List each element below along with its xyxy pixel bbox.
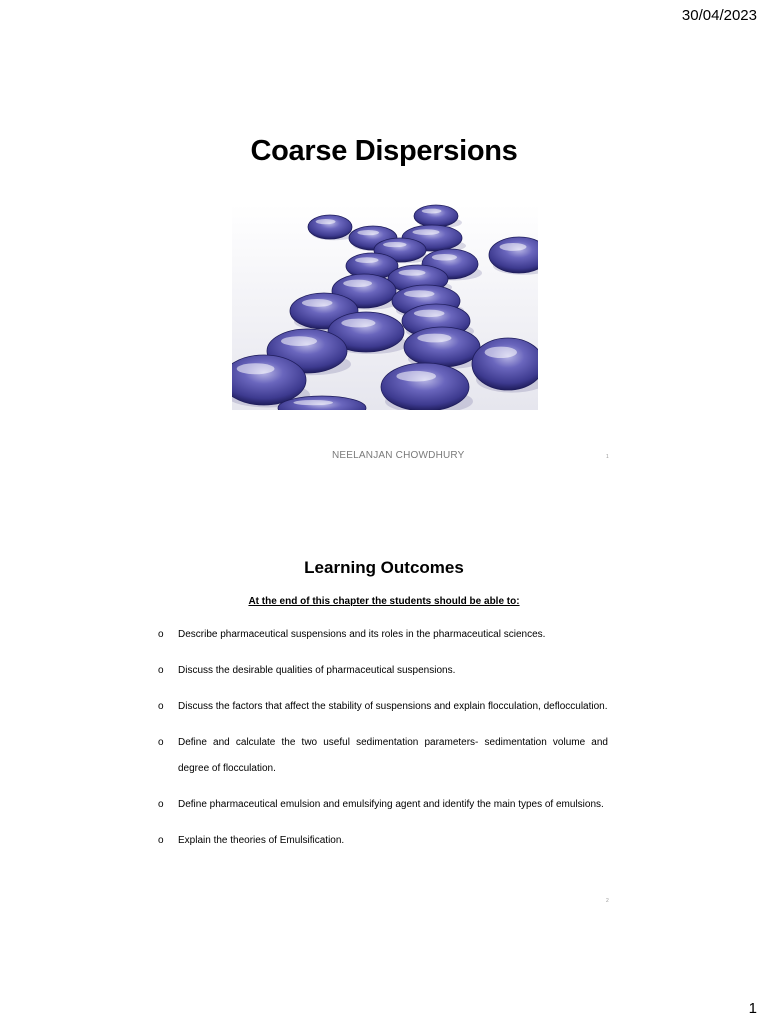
handout-date: 30/04/2023	[681, 7, 757, 24]
author-name: NEELANJAN CHOWDHURY	[332, 450, 465, 461]
glass-bead	[404, 327, 480, 367]
bead-highlight	[432, 254, 457, 261]
glass-bead	[414, 205, 458, 227]
bullet-icon: o	[158, 629, 164, 640]
slide-title: Coarse Dispersions	[250, 135, 518, 167]
bead-highlight	[396, 371, 436, 382]
bead-highlight	[355, 257, 378, 263]
bead-highlight	[414, 310, 445, 317]
bead-highlight	[302, 299, 333, 307]
bullet-icon: o	[158, 737, 164, 748]
bullet-icon: o	[158, 665, 164, 676]
list-item: o Explain the theories of Emulsification.	[158, 828, 608, 854]
list-item: o Define and calculate the two useful sedimentation parameters- sedimentation volume and degree of flocculation.	[158, 730, 608, 782]
bead-highlight	[293, 400, 333, 405]
slide-number: 1	[606, 454, 609, 460]
list-item: o Discuss the factors that affect the stability of suspensions and explain flocculation, deflocculation.	[158, 694, 608, 720]
bead-highlight	[383, 242, 406, 247]
list-item: o Describe pharmaceutical suspensions and its roles in the pharmaceutical sciences.	[158, 622, 608, 648]
bead-highlight	[417, 334, 451, 343]
cover-image	[232, 204, 538, 410]
page-number: 1	[748, 1000, 757, 1017]
bullet-icon: o	[158, 701, 164, 712]
bullet-icon: o	[158, 835, 164, 846]
bead-highlight	[237, 363, 275, 374]
glass-bead	[472, 338, 538, 390]
slide-number: 2	[606, 898, 609, 904]
bead-highlight	[404, 290, 435, 297]
intro-text: At the end of this chapter the students should be able to:	[248, 596, 520, 607]
bead-highlight	[485, 347, 517, 358]
bead-highlight	[357, 230, 379, 235]
bead-highlight	[500, 243, 527, 251]
glass-bead	[308, 215, 352, 239]
list-item: o Discuss the desirable qualities of pharmaceutical suspensions.	[158, 658, 608, 684]
bead-highlight	[343, 280, 372, 287]
glass-beads-illustration	[232, 204, 538, 410]
bullet-icon: o	[158, 799, 164, 810]
learning-outcomes-list	[158, 622, 608, 864]
bead-highlight	[399, 270, 426, 276]
bead-highlight	[413, 229, 440, 235]
bead-highlight	[341, 319, 375, 328]
slide-title: Learning Outcomes	[304, 558, 464, 577]
bead-highlight	[422, 209, 442, 214]
bead-highlight	[281, 336, 317, 346]
list-item: o Define pharmaceutical emulsion and emulsifying agent and identify the main types of emulsions.	[158, 792, 608, 818]
glass-bead	[381, 363, 469, 410]
bead-highlight	[316, 219, 336, 224]
